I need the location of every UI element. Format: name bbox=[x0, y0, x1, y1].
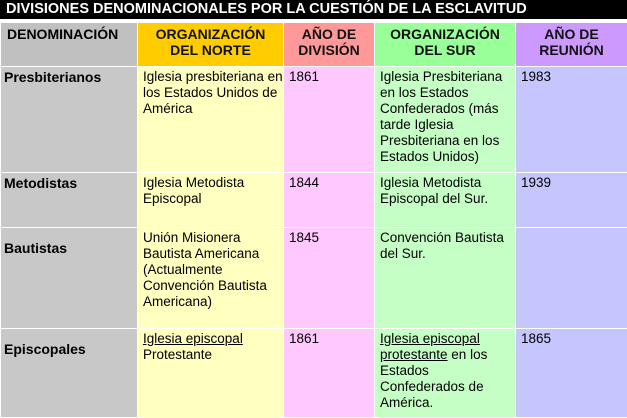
table-row bbox=[1, 329, 627, 418]
cell-ano-reunion: 1983 bbox=[516, 67, 627, 173]
header-ano-division bbox=[284, 23, 375, 67]
header-sur-line2: DEL SUR bbox=[375, 42, 515, 58]
cell-sur-rest: en los Estados Confederados de América. bbox=[380, 347, 487, 410]
cell-ano-division: 1844 bbox=[284, 173, 375, 228]
cell-denominacion: Episcopales bbox=[1, 329, 138, 418]
cell-ano-division: 1861 bbox=[284, 329, 375, 418]
table-row bbox=[1, 67, 627, 173]
header-denominacion bbox=[1, 23, 138, 67]
header-row bbox=[1, 23, 627, 67]
link-iglesia-episcopal[interactable]: Iglesia episcopal bbox=[143, 331, 243, 346]
header-division-line1: AÑO DE bbox=[284, 26, 374, 42]
table-row bbox=[1, 228, 627, 329]
cell-denominacion: Presbiterianos bbox=[1, 67, 138, 173]
header-division-line2: DIVISIÓN bbox=[284, 42, 374, 58]
cell-organizacion-sur: Iglesia Presbiteriana en los Estados Confederados (más tarde Iglesia Presbiteriana en los Estados Unidos) bbox=[375, 67, 516, 173]
cell-organizacion-sur: Convención Bautista del Sur. bbox=[375, 228, 516, 329]
header-sur-line1: ORGANIZACIÓN bbox=[375, 26, 515, 42]
table-title: DIVISIONES DENOMINACIONALES POR LA CUESTIÓN DE LA ESCLAVITUD bbox=[0, 0, 627, 19]
header-reunion-line2: REUNIÓN bbox=[516, 42, 627, 58]
cell-ano-division: 1845 bbox=[284, 228, 375, 329]
cell-ano-reunion: 1939 bbox=[516, 173, 627, 228]
cell-denominacion: Bautistas bbox=[1, 228, 138, 329]
table-row bbox=[1, 173, 627, 228]
cell-organizacion-norte: Unión Misionera Bautista Americana (Actualmente Convención Bautista Americana) bbox=[138, 228, 284, 329]
link-iglesia-episcopal-protestante[interactable]: Iglesia episcopal protestante bbox=[380, 331, 480, 362]
cell-organizacion-sur bbox=[375, 329, 516, 418]
header-norte-line2: DEL NORTE bbox=[138, 42, 283, 58]
header-organizacion-sur bbox=[375, 23, 516, 67]
cell-organizacion-norte bbox=[138, 329, 284, 418]
header-ano-reunion bbox=[516, 23, 627, 67]
cell-norte-rest: Protestante bbox=[143, 347, 212, 362]
header-norte-line1: ORGANIZACIÓN bbox=[138, 26, 283, 42]
cell-organizacion-norte: Iglesia presbiteriana en los Estados Unidos de América bbox=[138, 67, 284, 173]
divisions-table bbox=[0, 22, 627, 418]
header-denominacion-label: DENOMINACIÓN bbox=[7, 26, 118, 42]
cell-organizacion-sur: Iglesia Metodista Episcopal del Sur. bbox=[375, 173, 516, 228]
cell-ano-reunion bbox=[516, 228, 627, 329]
header-organizacion-norte bbox=[138, 23, 284, 67]
header-reunion-line1: AÑO DE bbox=[516, 26, 627, 42]
cell-organizacion-norte: Iglesia Metodista Episcopal bbox=[138, 173, 284, 228]
cell-ano-division: 1861 bbox=[284, 67, 375, 173]
cell-ano-reunion: 1865 bbox=[516, 329, 627, 418]
cell-denominacion: Metodistas bbox=[1, 173, 138, 228]
